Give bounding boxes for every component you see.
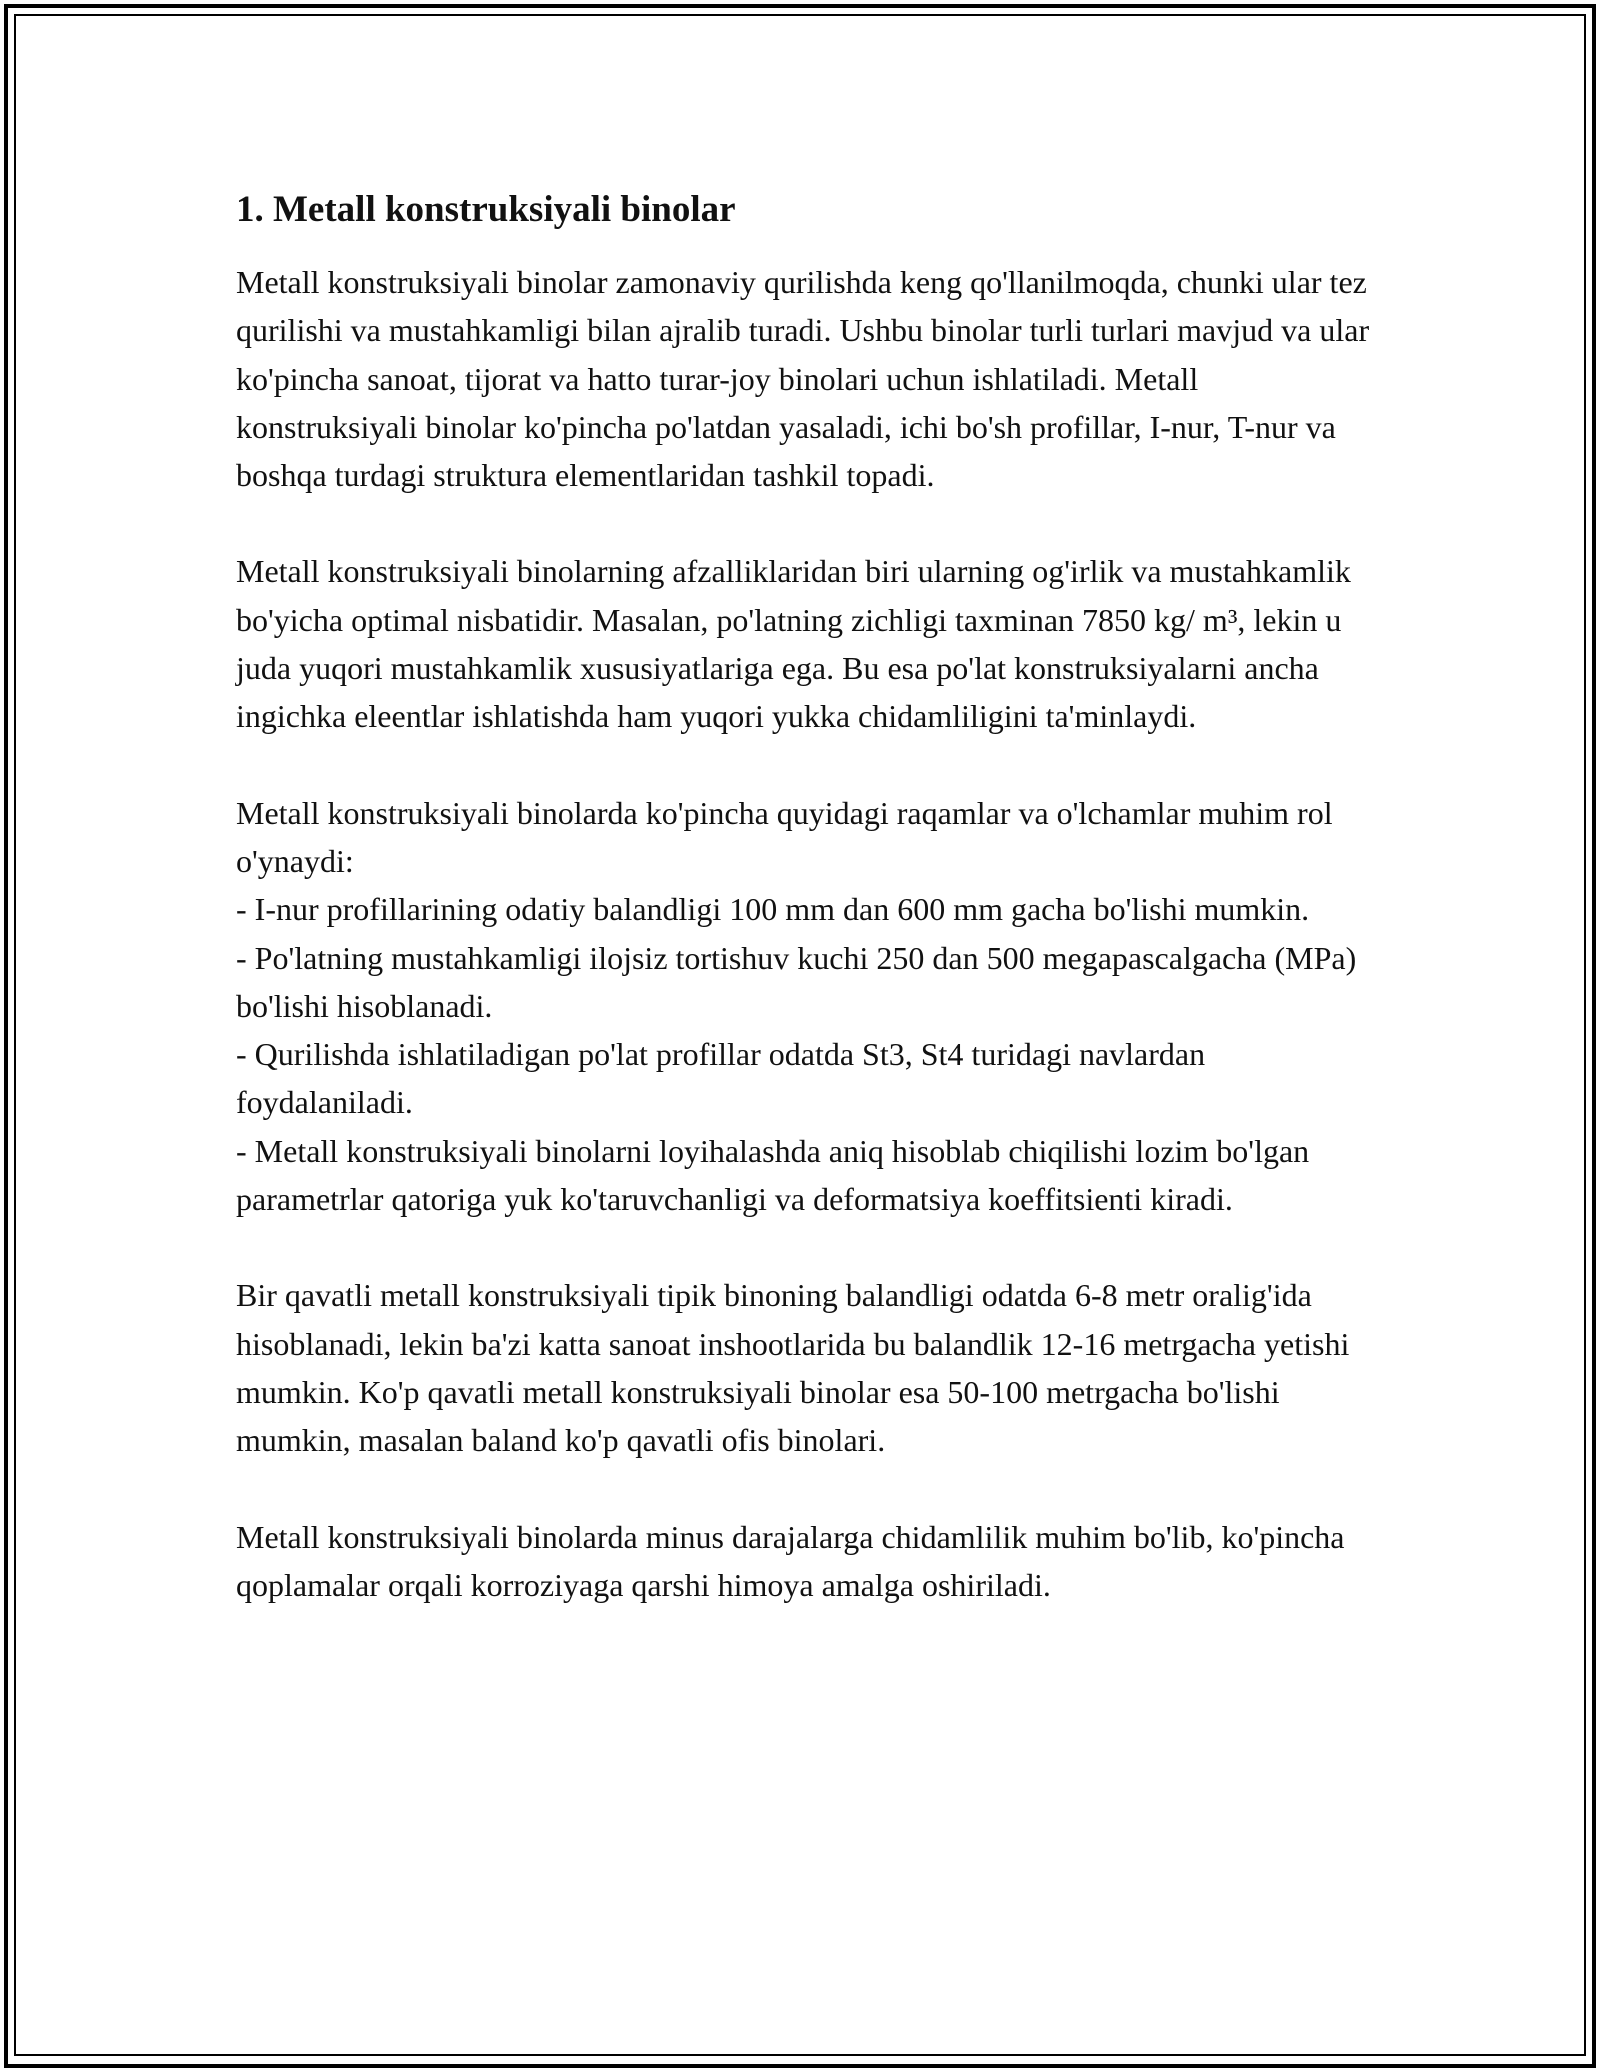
paragraph-advantages: Metall konstruksiyali binolarning afzalliklaridan biri ularning og'irlik va mustahkamlik bo'yicha optimal nisbatidir. Masalan, po'latning zichligi taxminan 7850 kg/ m³, lekin u juda yuqori mustahkamlik xususiyatlariga ega. Bu esa po'lat konstruksiyalarni ancha ingichka eleentlar ishlatishda ham yuqori yukka chidamliligini ta'minlaydi.	[236, 553, 1351, 735]
page-title: 1. Metall konstruksiyali binolar	[236, 189, 736, 230]
paragraph-building-height: Bir qavatli metall konstruksiyali tipik binoning balandligi odatda 6-8 metr oralig'ida hisoblanadi, lekin ba'zi katta sanoat inshootlarida bu balandlik 12-16 metrgacha yetishi mumkin. Ko'p qavatli metall konstruksiyali binolar esa 50-100 metrgacha bo'lishi mumkin, masalan baland ko'p qavatli ofis binolari.	[236, 1277, 1350, 1459]
list-item: - Qurilishda ishlatiladigan po'lat profillar odatda St3, St4 turidagi navlardan foydalaniladi.	[236, 1036, 1206, 1121]
paragraph-corrosion: Metall konstruksiyali binolarda minus darajalarga chidamlilik muhim bo'lib, ko'pincha qoplamalar orqali korroziyaga qarshi himoya amalga oshiriladi.	[236, 1518, 1345, 1603]
parameters-list	[236, 885, 1376, 1223]
list-intro: Metall konstruksiyali binolarda ko'pincha quyidagi raqamlar va o'lchamlar muhim rol o'ynaydi:	[236, 794, 1333, 879]
paragraph-intro: Metall konstruksiyali binolar zamonaviy qurilishda keng qo'llanilmoqda, chunki ular tez qurilishi va mustahkamligi bilan ajralib turadi. Ushbu binolar turli turlari mavjud va ular ko'pincha sanoat, tijorat va hatto turar-joy binolari uchun ishlatiladi. Metall konstruksiyali binolar ko'pincha po'latdan yasaladi, ichi bo'sh profillar, I-nur, T-nur va boshqa turdagi struktura elementlaridan tashkil topadi.	[236, 264, 1370, 494]
list-item: - Po'latning mustahkamligi ilojsiz tortishuv kuchi 250 dan 500 megapascalgacha (MPa) bo'lishi hisoblanadi.	[236, 939, 1357, 1024]
list-item: - I-nur profillarining odatiy balandligi 100 mm dan 600 mm gacha bo'lishi mumkin.	[236, 891, 1310, 928]
list-item: - Metall konstruksiyali binolarni loyihalashda aniq hisoblab chiqilishi lozim bo'lgan parametrlar qatoriga yuk ko'taruvchanligi va deformatsiya koeffitsienti kiradi.	[236, 1132, 1310, 1218]
document-body	[236, 186, 1376, 1657]
